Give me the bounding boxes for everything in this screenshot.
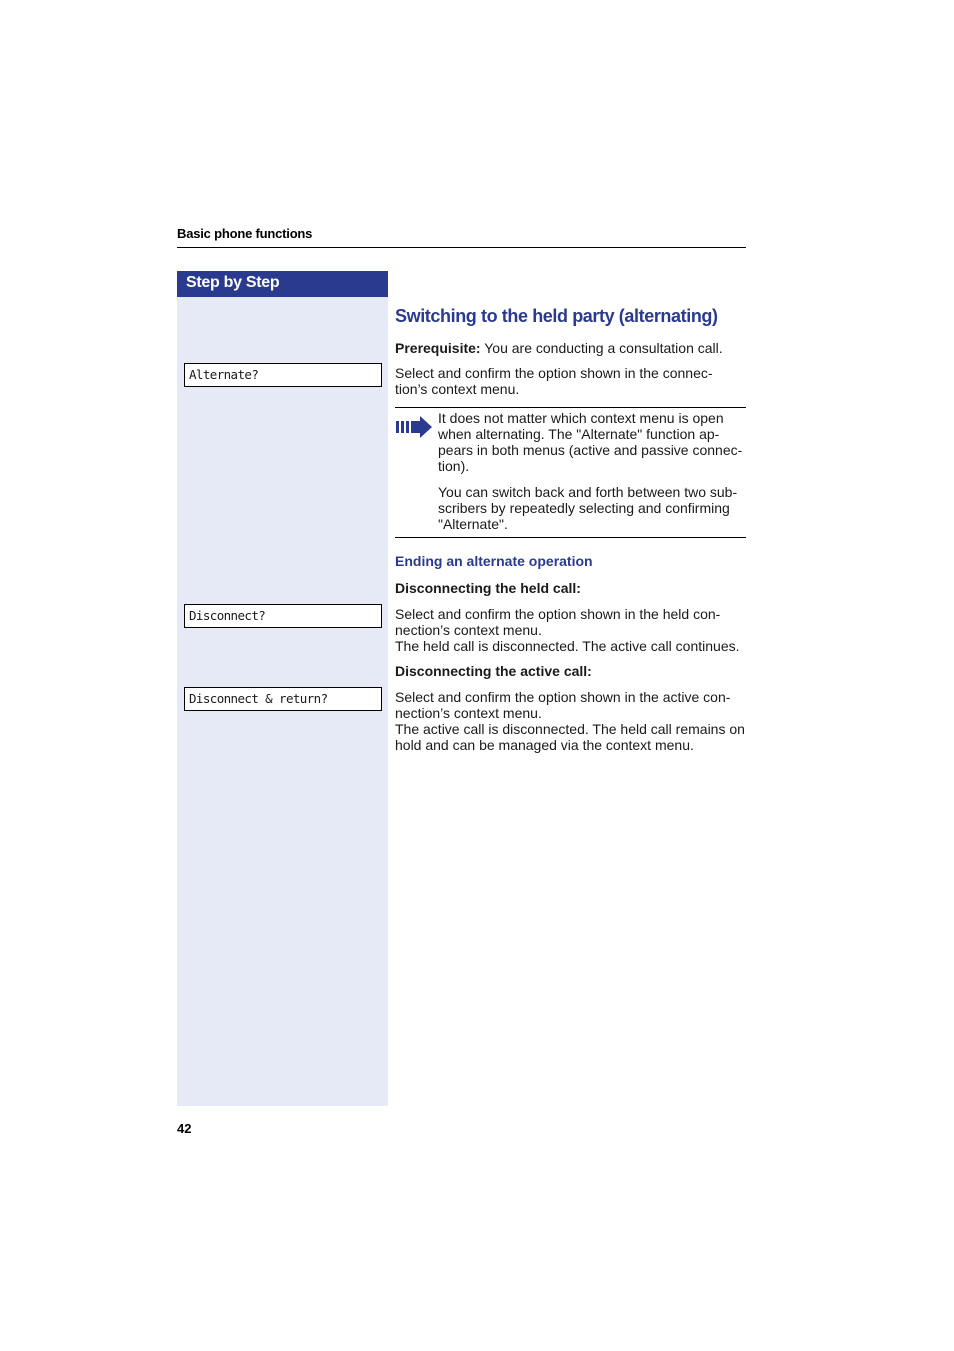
held-text	[395, 606, 746, 654]
prerequisite	[395, 340, 746, 356]
active-line: nection’s context menu.	[395, 705, 542, 721]
page-title: Switching to the held party (alternating)	[395, 306, 718, 326]
ending-heading: Ending an alternate operation	[395, 553, 593, 569]
note-top-rule	[395, 407, 746, 408]
note-line: "Alternate".	[438, 516, 508, 532]
note-line: scribers by repeatedly selecting and confirming	[438, 500, 730, 516]
header-divider	[177, 247, 746, 248]
active-line: hold and can be managed via the context menu.	[395, 737, 694, 753]
step-alternate-line: tion’s context menu.	[395, 381, 520, 397]
note-line: when alternating. The "Alternate" function ap-	[438, 426, 720, 442]
option-disconnect-return-label: Disconnect & return?	[189, 691, 328, 706]
step-alternate-line: Select and confirm the option shown in the connec-	[395, 365, 713, 381]
option-disconnect-return	[184, 687, 382, 711]
running-header: Basic phone functions	[177, 226, 313, 241]
option-alternate	[184, 363, 382, 387]
prerequisite-text: You are conducting a consultation call.	[480, 340, 723, 356]
option-disconnect-label: Disconnect?	[189, 608, 266, 623]
held-line: Select and confirm the option shown in the held con-	[395, 606, 721, 622]
active-line: The active call is disconnected. The held call remains on	[395, 721, 745, 737]
note-paragraph-2	[438, 484, 748, 532]
held-line: nection’s context menu.	[395, 622, 542, 638]
option-disconnect	[184, 604, 382, 628]
step-by-step-label: Step by Step	[186, 274, 280, 291]
note-paragraph-1	[438, 410, 748, 474]
note-line: tion).	[438, 458, 470, 474]
note-line: You can switch back and forth between two sub-	[438, 484, 738, 500]
note-line: It does not matter which context menu is open	[438, 410, 724, 426]
note-line: pears in both menus (active and passive connec-	[438, 442, 743, 458]
active-line: Select and confirm the option shown in the active con-	[395, 689, 731, 705]
held-heading: Disconnecting the held call:	[395, 580, 581, 596]
active-heading: Disconnecting the active call:	[395, 663, 592, 679]
note-bottom-rule	[395, 537, 746, 538]
step-by-step-banner	[177, 271, 388, 297]
page-number: 42	[177, 1121, 192, 1136]
held-line: The held call is disconnected. The active call continues.	[395, 638, 740, 654]
active-text	[395, 689, 746, 753]
step-alternate-text	[395, 365, 746, 397]
arrow-note-icon	[395, 416, 433, 438]
prerequisite-label: Prerequisite:	[395, 340, 481, 356]
option-alternate-label: Alternate?	[189, 367, 259, 382]
